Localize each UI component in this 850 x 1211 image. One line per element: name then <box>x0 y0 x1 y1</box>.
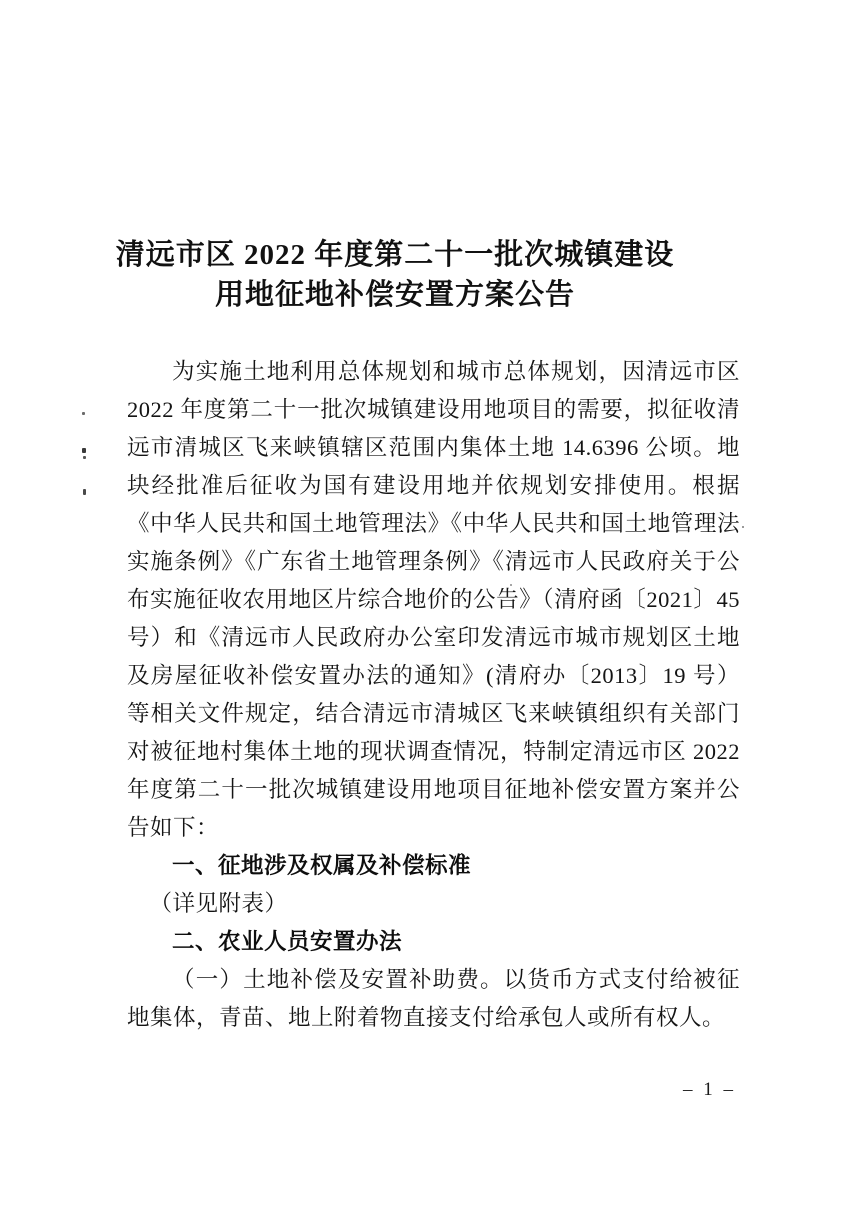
document-body <box>127 353 740 1037</box>
scan-artifact <box>82 412 85 415</box>
page-number: – 1 – <box>683 1079 736 1100</box>
scan-artifact <box>83 456 86 459</box>
section-2-heading: 二、农业人员安置办法 <box>172 929 403 954</box>
title-line-2: 用地征地补偿安置方案公告 <box>214 279 575 311</box>
scan-artifact <box>742 526 744 528</box>
document-title <box>0 235 790 315</box>
scan-artifact <box>510 584 512 586</box>
section-1-note: （详见附表） <box>149 891 288 916</box>
intro-paragraph: 为实施土地利用总体规划和城市总体规划，因清远市区 2022 年度第二十一批次城镇建设用地项目的需要，拟征收清远市清城区飞来峡镇辖区范围内集体土地 14.6396 公顷。地块经批准后征收为国有建设用地并依规划安排使用。根据《中华人民共和国土地管理法》《中华人民共和国土地管理法实施条例》《广东省土地管理条例》《清远市人民政府关于公布实施征收农用地区片综合地价的公告》（清府函〔2021〕45 号）和《清远市人民政府办公室印发清远市城市规划区土地及房屋征收补偿安置办法的通知》(清府办〔2013〕19 号）等相关文件规定，结合清远市清城区飞来峡镇组织有关部门对被征地村集体土地的现状调查情况，特制定清远市区 2022 年度第二十一批次城镇建设用地项目征地补偿安置方案并公告如下： <box>127 359 740 840</box>
section-1-heading: 一、征地涉及权属及补偿标准 <box>172 853 472 878</box>
section-2-item-1: （一）土地补偿及安置补助费。以货币方式支付给被征地集体，青苗、地上附着物直接支付给承包人或所有权人。 <box>127 967 740 1030</box>
title-line-1: 清远市区 2022 年度第二十一批次城镇建设 <box>115 239 675 271</box>
scan-artifact <box>82 448 86 453</box>
scan-artifact <box>83 489 86 495</box>
